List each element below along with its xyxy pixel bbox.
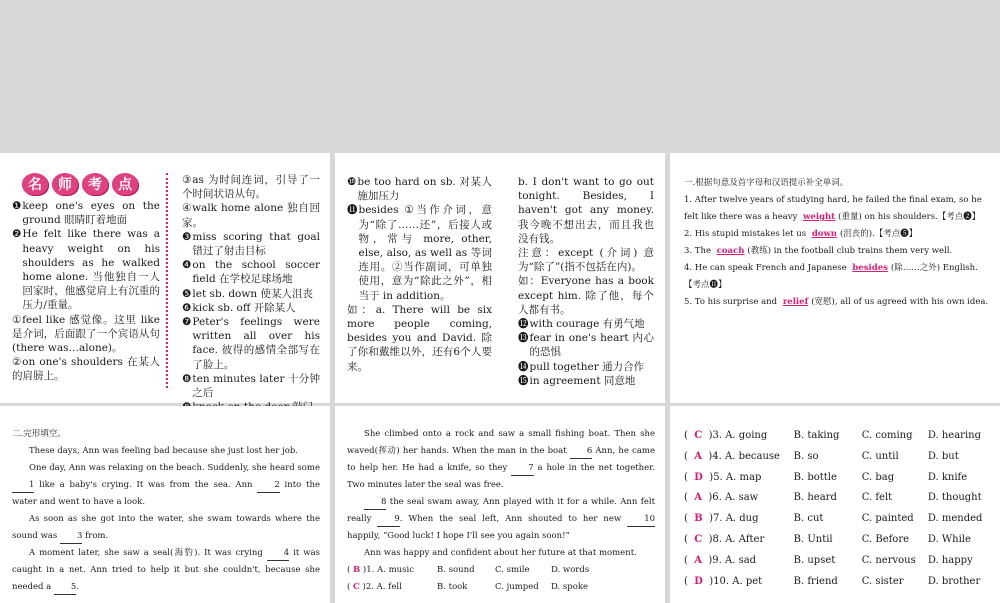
option-c: C. bag [861, 471, 895, 483]
key-point-text: fear in one's heart 内心的恐惧 [529, 332, 654, 359]
option-a: )1. A. music [362, 565, 414, 575]
key-point-item [182, 315, 320, 372]
option-a: )9. A. sad [708, 554, 757, 566]
question-number: ( A )6. A. saw [684, 492, 759, 504]
passage-text: A moment later, she saw a seal(海豹). It was crying [29, 548, 263, 558]
key-point-number: ⓭ [518, 332, 529, 345]
key-point-item [182, 372, 320, 400]
item-suffix: (重量) on his shoulders.【考点❷】 [838, 212, 981, 222]
key-point-number: ❶ [12, 200, 22, 212]
question-number: ( A )9. A. sad [684, 554, 757, 566]
item-suffix: (宽慰), all of us agreed with his own idea. [811, 297, 989, 307]
key-point-text: besides ①当作介词，意为“除了……还”，后接人或物，常与 more, other, else, also, as well as 等词连用。②当作副词，可单独使用，意为“除此之外”，相当于 in addition。 [358, 204, 492, 302]
mingshi-kaodian-badge [22, 173, 160, 195]
key-point-item [518, 175, 654, 246]
passage-paragraph [12, 545, 320, 596]
item-suffix: (除……之外) English.【考点⓫】 [684, 263, 978, 290]
cloze-blank: 10 [627, 513, 655, 527]
question-number: ( C )3. A. going [684, 430, 768, 441]
option-a: )5. A. map [709, 471, 762, 483]
answer-word: relief [782, 297, 809, 307]
option-a: )3. A. going [708, 430, 768, 441]
cloze-blank: 6 [570, 445, 592, 459]
option-row [684, 572, 994, 593]
key-point-text: pull together 通力合作 [529, 360, 645, 373]
passage-text: One day, Ann was relaxing on the beach. Suddenly, she heard some [29, 463, 320, 473]
key-point-item [12, 355, 160, 383]
item-prefix: 1. After twelve years of studying hard, he failed the final exam, so he felt like there was a heavy [684, 195, 982, 222]
passage-paragraph [12, 511, 320, 545]
answer-letter: C [694, 430, 703, 441]
passage-text: from. [85, 531, 109, 541]
option-b: B. sound [437, 565, 475, 575]
option-row [684, 488, 994, 509]
key-points-left-column [12, 173, 160, 384]
cloze-blank: 8 [364, 496, 386, 510]
key-point-text: ②on one's shoulders 在某人的肩膀上。 [12, 356, 160, 383]
key-point-text: 如：a. There will be six more people coming, besides you and David. 除了你和戴维以外，还有6个人要来。 [347, 303, 492, 373]
option-d: D. mended [927, 513, 983, 525]
passage-paragraph: These days, Ann was feeling bad because she just lost her job. [29, 446, 298, 456]
answer-word: besides [852, 263, 888, 273]
option-b: B. took [437, 582, 468, 592]
passage-paragraph [347, 494, 655, 545]
answer-letter: A [694, 450, 703, 462]
passage-text: . [76, 582, 80, 592]
key-points-left-column [347, 175, 492, 374]
key-point-text: ①feel like 感觉像。这里 like 是介词，后面跟了一个宾语从句(there was…alone)。 [12, 313, 160, 355]
answer-letter: B [353, 565, 361, 575]
key-point-item [182, 230, 320, 258]
passage-text: As soon as she got into the water, she swam towards where the sound was [12, 514, 320, 541]
key-point-item [182, 173, 320, 201]
answer-letter: C [694, 533, 703, 545]
option-row [684, 530, 994, 551]
option-d: D. happy [927, 554, 973, 566]
key-point-text: Peter's feelings were written all over his face. 彼得的感情全部写在了脸上。 [192, 316, 320, 371]
option-c: C. smile [495, 565, 530, 575]
key-point-item [518, 317, 654, 331]
key-point-number: ⓯ [518, 374, 529, 387]
question-number: ( A )4. A. because [684, 450, 780, 462]
exercise-item [684, 243, 994, 260]
option-d: D. hearing [927, 430, 982, 441]
panel-word-completion [670, 153, 1000, 403]
passage-text: like a baby's crying. It was from the sea. Ann [39, 480, 253, 490]
key-point-item [12, 227, 160, 312]
cloze-blank: 1 [12, 479, 34, 493]
exercise-item [684, 294, 994, 311]
panel-key-points-2 [335, 153, 665, 403]
key-point-text: b. I don't want to go out tonight. Besides, I haven't got any money. 我今晚不想出去，而且我也没有钱。 [518, 176, 654, 245]
key-point-number: ❷ [12, 228, 22, 241]
option-a: )2. A. fell [362, 582, 402, 592]
panel-key-points-1 [0, 153, 330, 403]
question-number: ( C )2. A. fell [347, 579, 437, 596]
answer-letter: D [694, 471, 703, 483]
key-point-item [347, 303, 492, 374]
option-c: C. Before [861, 533, 910, 545]
key-point-text: ③as 为时间连词，引导了一个时间状语从句。 [182, 174, 320, 201]
option-c: C. painted [861, 513, 914, 525]
option-row [684, 551, 994, 572]
passage-text: . When the seal left, Ann shouted to her new [399, 514, 622, 524]
key-point-text: keep one's eyes on the ground 眼睛盯着地面 [22, 200, 160, 227]
passage-paragraph [12, 460, 320, 511]
answer-letter: B [694, 513, 703, 525]
key-point-text: 如：Everyone has a book except him. 除了他，每个人都有书。 [518, 275, 654, 316]
item-prefix: 5. To his surprise and [684, 297, 780, 307]
key-point-text: ④walk home alone 独自回家。 [182, 202, 320, 229]
option-row [684, 447, 994, 468]
passage-text: She climbed onto a rock and saw a small fishing boat. Then she waved(挥动) her hands. When the man in the boat [347, 429, 655, 456]
option-a: )8. A. After [708, 533, 765, 545]
item-suffix: (沮丧的).【考点❺】 [839, 229, 918, 239]
badge-char: 名 [22, 173, 48, 195]
cloze-blank: 4 [267, 547, 289, 561]
section-heading: 二.完形填空。 [12, 429, 66, 439]
option-c: C. felt [861, 492, 893, 504]
question-number: ( B )7. A. dug [684, 513, 759, 525]
key-point-item [518, 274, 654, 317]
key-point-item [518, 331, 654, 359]
cloze-blank: 7 [511, 462, 533, 476]
option-c: C. sister [861, 575, 904, 587]
option-d: D. brother [927, 575, 981, 587]
key-points-right-column [518, 175, 654, 388]
answer-letter: D [694, 575, 703, 587]
option-a: )4. A. because [708, 450, 780, 462]
exercise-item [684, 192, 994, 226]
answer-word: coach [716, 246, 745, 256]
item-prefix: 2. His stupid mistakes let us [684, 229, 809, 239]
key-point-number: ❹ [182, 259, 192, 272]
cloze-blank: 2 [257, 479, 279, 493]
key-point-number: ❼ [182, 316, 192, 329]
multiple-choice-list [684, 426, 994, 592]
word-completion-section [684, 175, 994, 311]
key-point-text: let sb. down 使某人沮丧 [192, 287, 313, 300]
badge-char: 考 [82, 173, 108, 195]
passage-text: it was caught in a net. Ann tried to help it but she couldn't, because she needed a [12, 548, 321, 592]
key-point-text: ten minutes later 十分钟之后 [192, 372, 320, 400]
option-b: B. heard [793, 492, 837, 504]
option-b: B. friend [793, 575, 838, 587]
answer-word: weight [803, 212, 836, 222]
option-row [684, 426, 994, 447]
option-a: )6. A. saw [708, 492, 759, 504]
key-point-number: ❺ [182, 287, 192, 300]
question-number: ( D )5. A. map [684, 471, 762, 483]
option-c: C. coming [861, 430, 913, 441]
option-c: C. until [861, 450, 899, 462]
key-point-item [182, 258, 320, 286]
question-number: ( C )8. A. After [684, 533, 765, 545]
cloze-passage [12, 426, 320, 596]
option-b: B. upset [793, 554, 836, 566]
passage-paragraph [347, 426, 655, 494]
exercise-item [684, 260, 994, 294]
key-point-text: kick sb. off 开除某人 [192, 301, 296, 314]
passage-text: Ann, he came to help her. He had a knife, so they [347, 446, 655, 473]
option-b: B. Until [793, 533, 833, 545]
section-heading: 一.根据句意及首字母和汉语提示补全单词。 [684, 178, 849, 188]
key-point-item [182, 201, 320, 229]
option-row [347, 562, 655, 579]
option-d: D. knife [927, 471, 968, 483]
key-point-text: 注意：except (介词) 意为“除了”(指不包括在内)。 [518, 247, 654, 274]
cloze-blank: 9 [377, 513, 399, 527]
passage-text: happily, “Good luck! I hope I'll see you again soon!” [347, 531, 570, 541]
key-point-number: ❽ [182, 372, 192, 385]
key-point-number: ⓮ [518, 360, 529, 373]
option-c: C. jumped [495, 582, 539, 592]
answer-letter: A [694, 492, 703, 504]
item-suffix: (教练) in the football club trains them very well. [747, 246, 953, 256]
cloze-passage [347, 426, 655, 596]
key-point-list [12, 199, 160, 384]
option-d: D. thought [927, 492, 982, 504]
key-points-right-column [182, 173, 320, 414]
option-b: B. so [793, 450, 819, 462]
key-point-item [347, 175, 492, 203]
badge-char: 师 [52, 173, 78, 195]
key-point-number: ❻ [182, 301, 192, 314]
option-c: C. nervous [861, 554, 916, 566]
answer-letter: C [353, 582, 360, 592]
key-point-item [518, 246, 654, 274]
panel-cloze-options [670, 406, 1000, 603]
passage-text: into the water and went to have a look. [12, 480, 320, 507]
answer-letter: A [694, 554, 703, 566]
key-point-text: on the school soccer field 在学校足球场地 [192, 259, 320, 286]
option-row [347, 579, 655, 596]
option-d: D. words [551, 565, 590, 575]
key-point-item [12, 199, 160, 227]
key-point-item [182, 287, 320, 301]
option-b: B. taking [793, 430, 840, 441]
passage-text: the seal swam away, Ann played with it for a while. Ann felt really [347, 497, 656, 524]
key-point-text: in agreement 同意地 [529, 374, 636, 387]
key-point-item [12, 313, 160, 356]
passage-paragraph: Ann was happy and confident about her future at that moment. [364, 548, 637, 558]
key-point-item [182, 301, 320, 315]
option-d: D. but [927, 450, 959, 462]
option-b: B. cut [793, 513, 824, 525]
option-row [684, 509, 994, 530]
key-point-number: ⓬ [518, 318, 529, 331]
panel-cloze-passage-1 [0, 406, 330, 603]
key-point-text: with courage 有勇气地 [529, 318, 645, 331]
key-point-item [518, 374, 654, 388]
key-point-number: ❸ [182, 230, 192, 243]
option-b: B. bottle [793, 471, 837, 483]
key-point-text: He felt like there was a heavy weight on his shoulders as he walked home alone. 当他独自一人回家时，他感觉肩上有沉重的压力/重量。 [22, 228, 160, 312]
cloze-blank: 5 [54, 581, 76, 595]
option-a: )10. A. pet [709, 575, 763, 587]
cloze-blank: 3 [60, 530, 82, 544]
panel-cloze-passage-2 [335, 406, 665, 603]
key-point-number: ⓫ [347, 204, 358, 217]
item-prefix: 4. He can speak French and Japanese [684, 263, 850, 273]
option-d: D. spoke [551, 582, 589, 592]
option-d: D. While [927, 533, 971, 545]
answer-word: down [811, 229, 837, 239]
key-point-text: be too hard on sb. 对某人施加压力 [357, 176, 492, 203]
exercise-item [684, 226, 994, 243]
option-row [684, 468, 994, 489]
key-point-item [518, 360, 654, 374]
question-number: ( B )1. A. music [347, 562, 437, 579]
key-point-text: miss scoring that goal 错过了射击目标 [192, 230, 320, 258]
key-point-item [347, 203, 492, 302]
key-point-number: ❿ [347, 176, 357, 188]
badge-char: 点 [112, 173, 138, 195]
passage-text: a hole in the net together. Two minutes later the seal was free. [347, 463, 656, 490]
dotted-divider [166, 173, 169, 388]
option-a: )7. A. dug [709, 513, 759, 525]
question-number: ( D )10. A. pet [684, 575, 763, 587]
item-prefix: 3. The [684, 246, 714, 256]
